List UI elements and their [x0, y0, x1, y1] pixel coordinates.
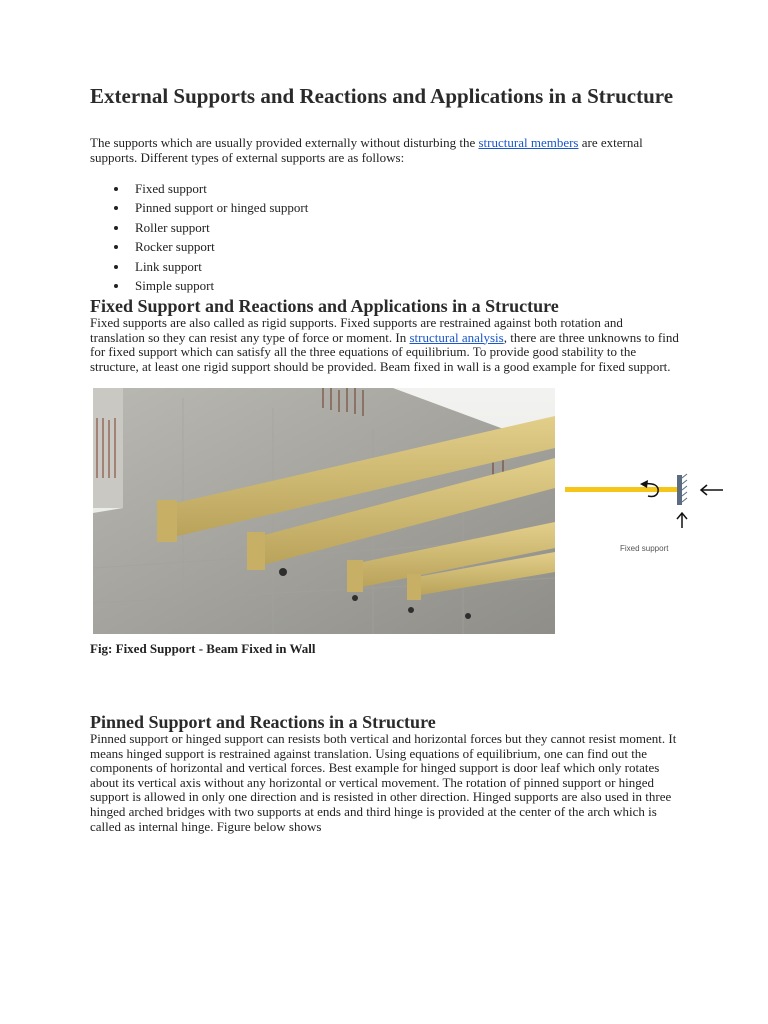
- wall-hatching: [682, 474, 687, 502]
- list-item: Rocker support: [90, 237, 308, 256]
- list-item: Pinned support or hinged support: [90, 198, 308, 217]
- diagram-label: Fixed support: [620, 544, 669, 553]
- list-item: Link support: [90, 257, 308, 276]
- structural-analysis-link[interactable]: structural analysis: [409, 329, 504, 345]
- fixed-support-heading: Fixed Support and Reactions and Applications in a Structure: [90, 296, 559, 316]
- list-item: Roller support: [90, 218, 308, 237]
- beam-fixed-in-wall-photo: [93, 388, 555, 634]
- diagram-wall: [677, 475, 682, 505]
- pinned-support-paragraph: Pinned support or hinged support can resists both vertical and horizontal forces but they cannot resist moment. It means hinged support is restrained against translation. Using equations of equilibrium, one can find out the components of horizontal and vertical forces. Best example for hinged support is door leaf which only rotates about its vertical axis without any horizontal or vertical movement. The rotation of pinned support or hinged support is allowed in only one direction and is resisted in other direction. Hinged supports are also used in three hinged arched bridges with two supports at ends and third hinge is provided at the center of the arch which is called as internal hinge. Figure below shows: [90, 731, 677, 834]
- intro-paragraph: [90, 135, 680, 165]
- diagram-beam: [565, 487, 677, 492]
- fixed-text-end: , there are three unknowns to find for fixed support which can satisfy all the three equations of equilibrium. To provide good stability to the structure, at least one rigid support should be provided. Beam fixed in wall is a good example for fixed support.: [90, 329, 679, 374]
- fixed-support-paragraph: [90, 316, 680, 374]
- list-item: Simple support: [90, 276, 308, 295]
- structural-members-link[interactable]: structural members: [478, 135, 579, 150]
- left-column: [93, 388, 128, 508]
- moment-arrowhead-icon: [640, 480, 648, 488]
- intro-text-end: are external supports. Different types of external supports are as follows:: [90, 135, 643, 165]
- figure-caption: Fig: Fixed Support - Beam Fixed in Wall: [90, 641, 316, 656]
- fixed-support-diagram: [560, 460, 740, 560]
- list-item: Fixed support: [90, 179, 308, 198]
- support-types-list: [90, 179, 308, 295]
- fixed-text-start: Fixed supports are also called as rigid supports. Fixed supports are restrained against both rotation and translation so they can resist any type of force or moment. In: [90, 315, 623, 345]
- page-title: External Supports and Reactions and Applications in a Structure: [90, 84, 674, 108]
- intro-text-start: The supports which are usually provided externally without disturbing the: [90, 135, 479, 150]
- pinned-support-heading: Pinned Support and Reactions in a Structure: [90, 712, 436, 732]
